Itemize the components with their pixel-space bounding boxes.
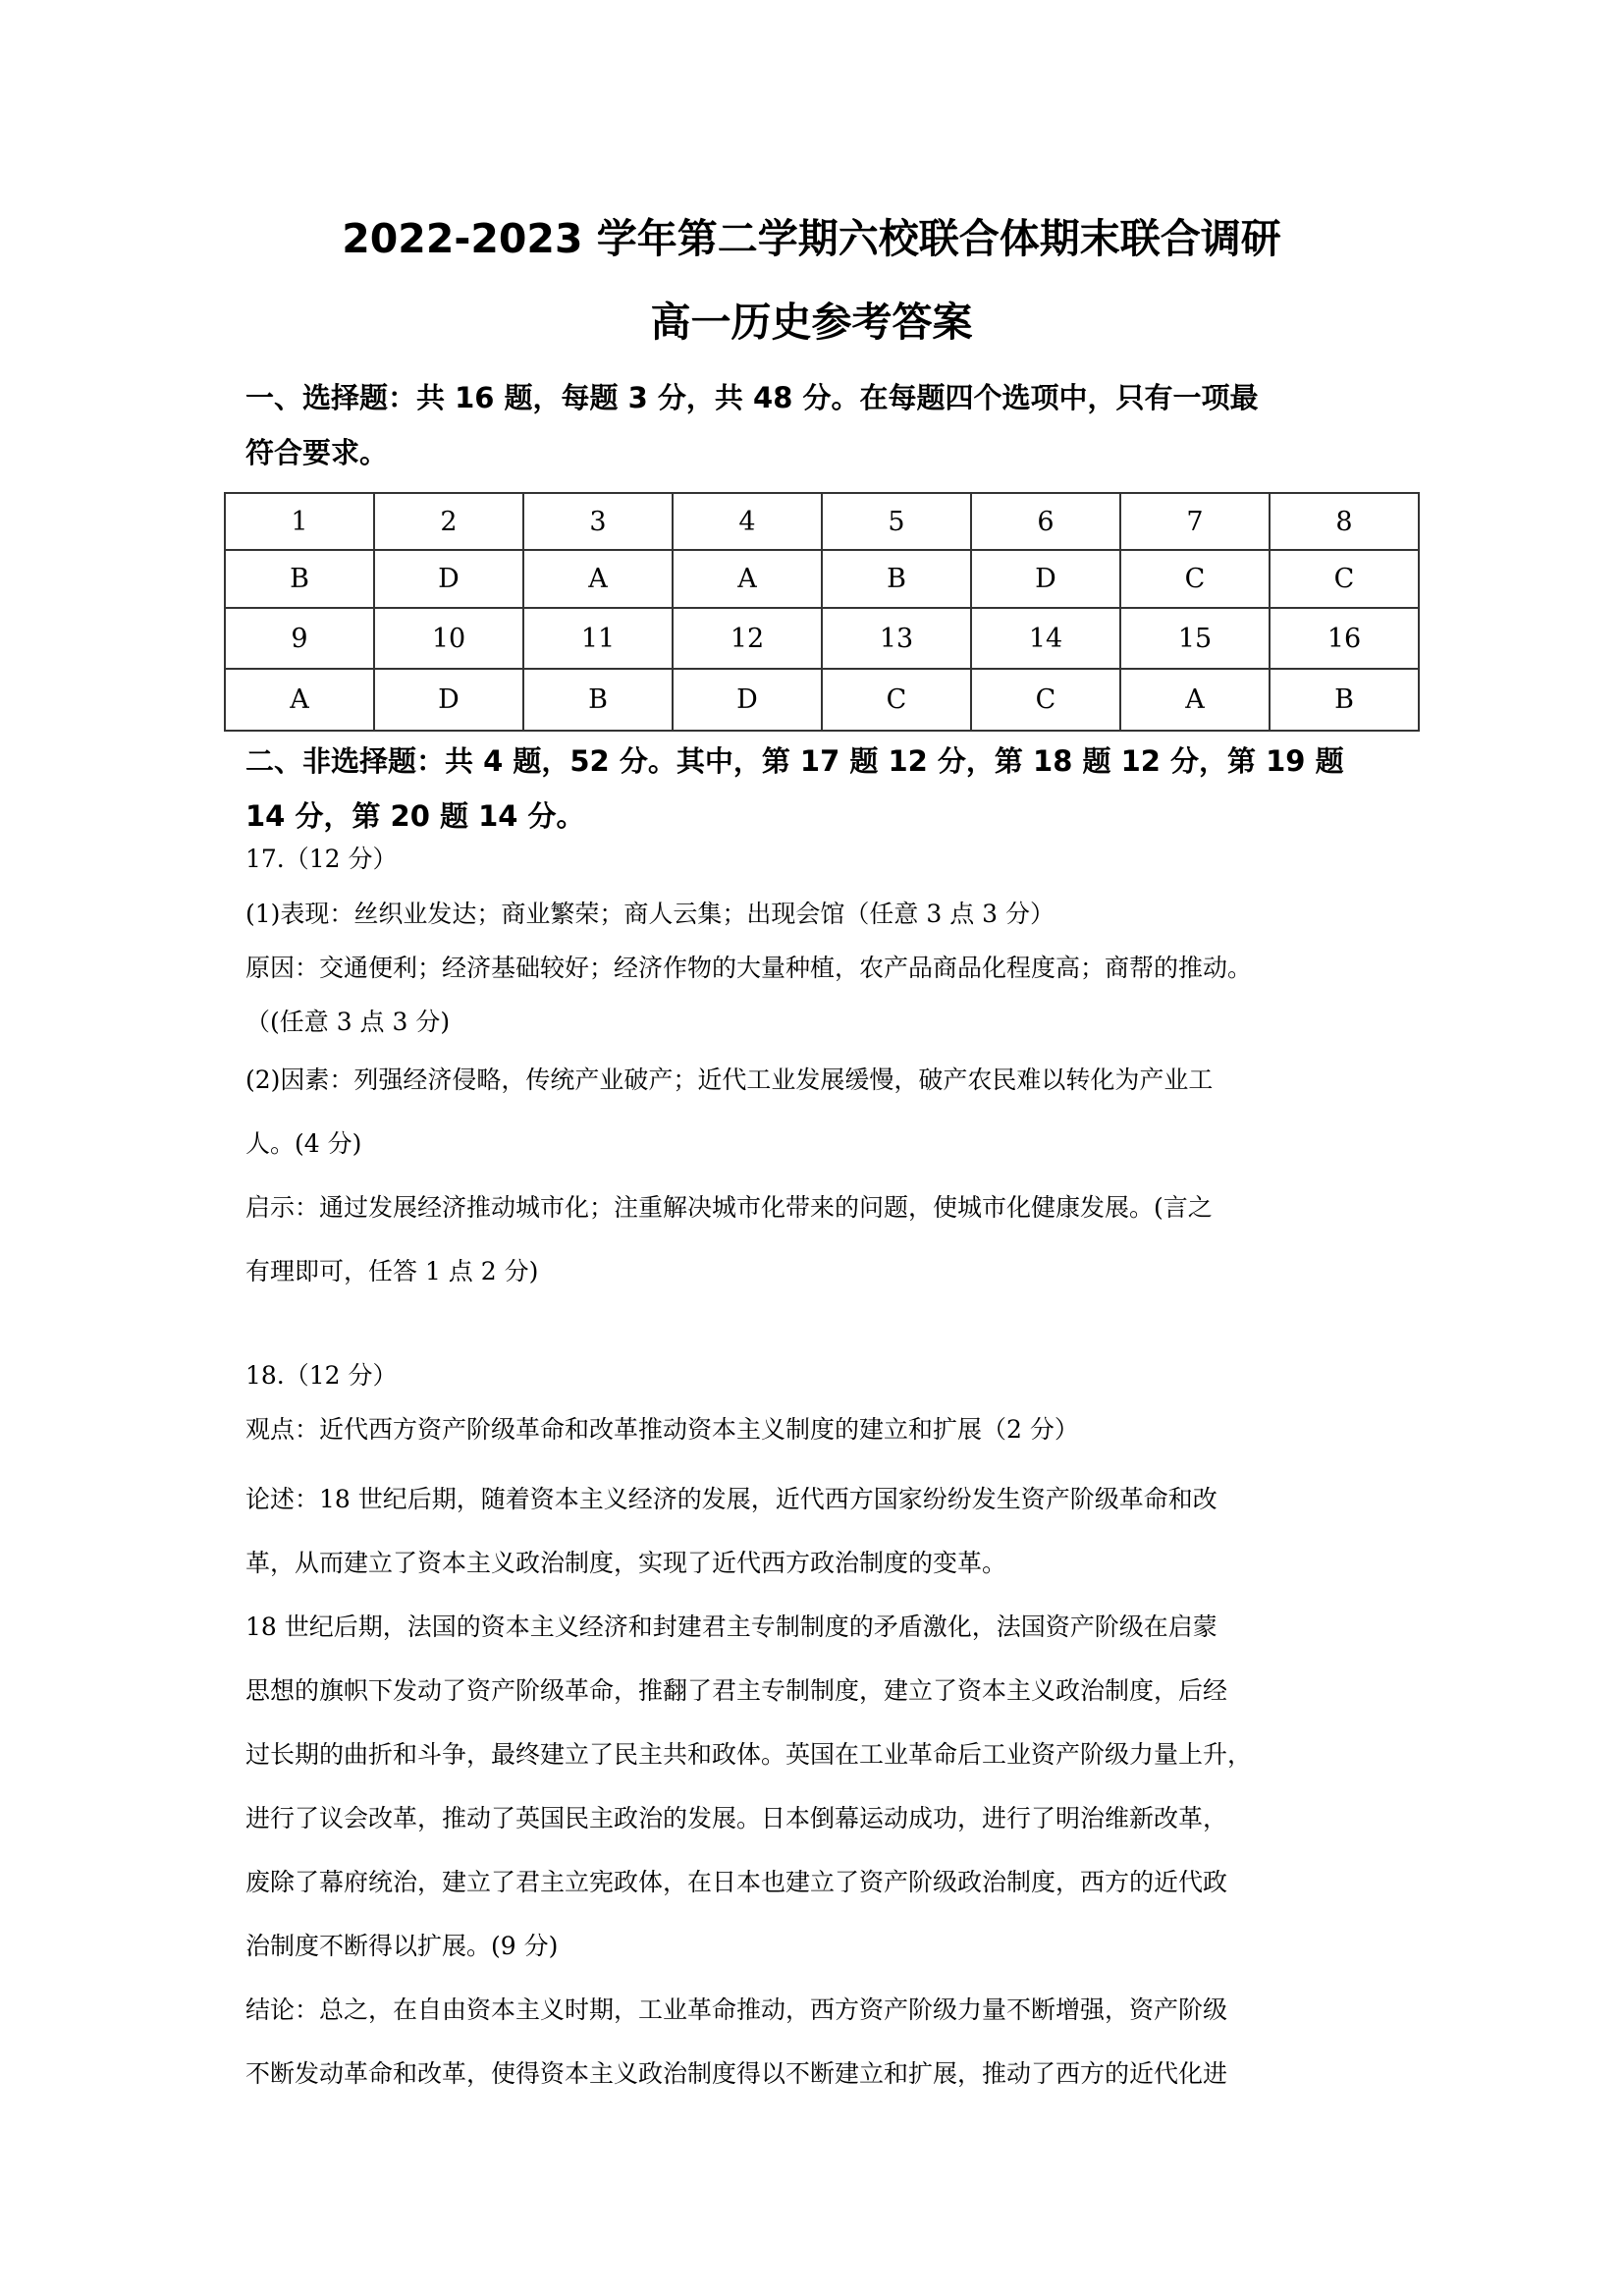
question-number-cell: 4 [673, 493, 822, 550]
table-row-numbers-1 [225, 493, 1419, 550]
q17-answer-line: 原因：交通便利；经济基础较好；经济作物的大量种植，农产品商品化程度高；商帮的推动。 [245, 954, 1253, 982]
answer-cell: C [1120, 550, 1270, 608]
answer-cell: C [822, 669, 971, 731]
q18-answer-line: 18 世纪后期，法国的资本主义经济和封建君主专制制度的矛盾激化，法国资产阶级在启蒙 [245, 1613, 1217, 1641]
answer-cell: A [523, 550, 673, 608]
document-title: 2022-2023 学年第二学期六校联合体期末联合调研 [342, 215, 1281, 262]
q17-answer-line: (2)因素：列强经济侵略，传统产业破产；近代工业发展缓慢，破产农民难以转化为产业工 [245, 1066, 1214, 1094]
section1-heading-line2: 符合要求。 [245, 436, 389, 469]
q18-answer-line: 观点：近代西方资产阶级革命和改革推动资本主义制度的建立和扩展（2 分） [245, 1415, 1079, 1444]
q18-answer-line: 进行了议会改革，推动了英国民主政治的发展。日本倒幕运动成功，进行了明治维新改革， [245, 1804, 1228, 1832]
q18-heading: 18.（12 分） [245, 1361, 398, 1390]
answer-cell: A [1120, 669, 1270, 731]
question-number-cell: 10 [374, 608, 523, 669]
answer-cell: A [225, 669, 374, 731]
answer-cell: B [1270, 669, 1419, 731]
question-number-cell: 7 [1120, 493, 1270, 550]
section2-heading [245, 734, 1404, 844]
answer-cell: D [374, 669, 523, 731]
q18-answer-line: 思想的旗帜下发动了资产阶级革命，推翻了君主专制制度，建立了资本主义政治制度，后经 [245, 1676, 1228, 1705]
section1-heading-line1: 一、选择题：共 16 题，每题 3 分，共 48 分。在每题四个选项中，只有一项最 [245, 381, 1259, 414]
q18-answer-line: 革，从而建立了资本主义政治制度，实现了近代西方政治制度的变革。 [245, 1549, 1007, 1577]
question-number-cell: 2 [374, 493, 523, 550]
q17-heading: 17.（12 分） [245, 845, 398, 873]
question-number-cell: 9 [225, 608, 374, 669]
question-number-cell: 11 [523, 608, 673, 669]
table-row-answers-2 [225, 669, 1419, 731]
answer-cell: B [523, 669, 673, 731]
question-number-cell: 15 [1120, 608, 1270, 669]
answer-cell: A [673, 550, 822, 608]
answer-cell: D [374, 550, 523, 608]
question-number-cell: 8 [1270, 493, 1419, 550]
section2-heading-line1: 二、非选择题：共 4 题，52 分。其中，第 17 题 12 分，第 18 题 12 分，第 19 题 [245, 744, 1344, 778]
question-number-cell: 5 [822, 493, 971, 550]
answer-cell: B [822, 550, 971, 608]
answer-cell: D [971, 550, 1120, 608]
q17-answer-line: 启示：通过发展经济推动城市化；注重解决城市化带来的问题，使城市化健康发展。(言之 [245, 1193, 1213, 1222]
question-number-cell: 13 [822, 608, 971, 669]
section1-heading [245, 370, 1404, 480]
q18-answer-line: 治制度不断得以扩展。(9 分) [245, 1932, 559, 1960]
q18-answer-line: 不断发动革命和改革，使得资本主义政治制度得以不断建立和扩展，推动了西方的近代化进 [245, 2059, 1228, 2088]
answer-table [224, 492, 1420, 732]
question-number-cell: 1 [225, 493, 374, 550]
q18-answer-line: 结论：总之，在自由资本主义时期，工业革命推动，西方资产阶级力量不断增强，资产阶级 [245, 1995, 1228, 2024]
answer-cell: C [971, 669, 1120, 731]
document-subtitle: 高一历史参考答案 [650, 299, 973, 346]
section2-heading-line2: 14 分，第 20 题 14 分。 [245, 799, 585, 833]
table-row-numbers-2 [225, 608, 1419, 669]
question-number-cell: 12 [673, 608, 822, 669]
q18-answer-line: 过长期的曲折和斗争，最终建立了民主共和政体。英国在工业革命后工业资产阶级力量上升， [245, 1740, 1253, 1769]
table-row-answers-1 [225, 550, 1419, 608]
answer-cell: D [673, 669, 822, 731]
q17-answer-line: (1)表现：丝织业发达；商业繁荣；商人云集；出现会馆（任意 3 点 3 分） [245, 900, 1055, 928]
question-number-cell: 16 [1270, 608, 1419, 669]
question-number-cell: 6 [971, 493, 1120, 550]
question-number-cell: 3 [523, 493, 673, 550]
q17-answer-line: 人。(4 分) [245, 1129, 362, 1158]
q17-answer-line: 有理即可，任答 1 点 2 分) [245, 1257, 539, 1285]
q18-answer-line: 废除了幕府统治，建立了君主立宪政体，在日本也建立了资产阶级政治制度，西方的近代政 [245, 1868, 1228, 1896]
question-number-cell: 14 [971, 608, 1120, 669]
answer-cell: B [225, 550, 374, 608]
q18-answer-line: 论述：18 世纪后期，随着资本主义经济的发展，近代西方国家纷纷发生资产阶级革命和改 [245, 1485, 1217, 1513]
answer-cell: C [1270, 550, 1419, 608]
q17-answer-line: （(任意 3 点 3 分) [245, 1008, 451, 1036]
